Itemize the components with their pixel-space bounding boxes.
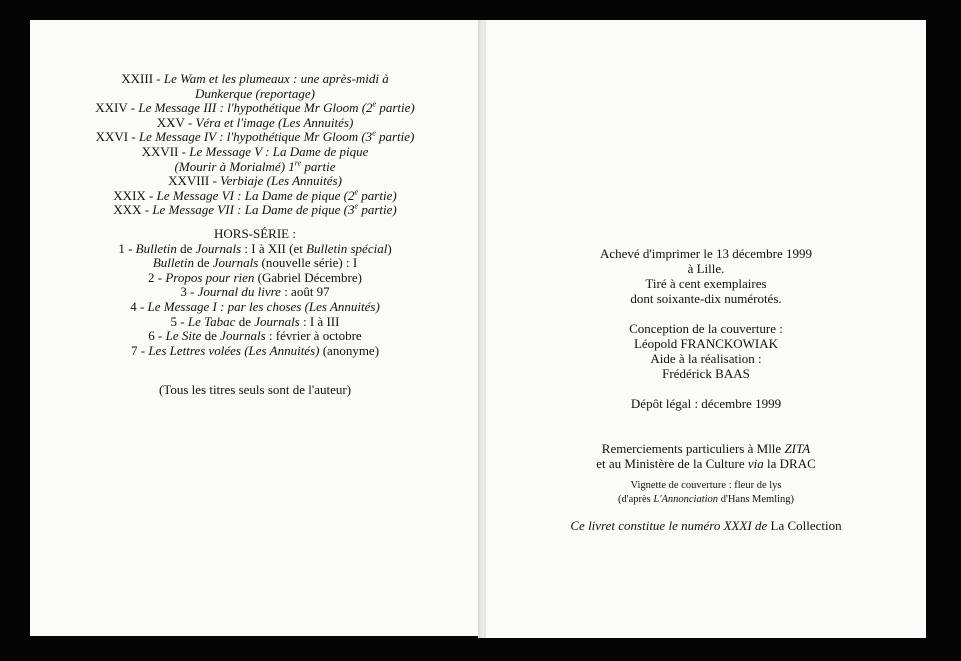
colophon	[486, 246, 926, 533]
cover-credit: Aide à la réalisation :	[650, 351, 762, 366]
print-line: Achevé d'imprimer le 13 décembre 1999	[599, 246, 813, 261]
list-entry: (Mourir à Morialmé) 1re partie	[174, 158, 336, 174]
list-entry: 6 - Le Site de Journals : février à octobre	[148, 328, 362, 344]
left-page	[30, 20, 480, 636]
thanks-line: et au Ministère de la Culture via la DRAC	[596, 456, 816, 471]
list-entry: 3 - Journal du livre : août 97	[180, 284, 330, 300]
cover-credit: Conception de la couverture :	[629, 321, 783, 336]
list-entry: XXX - Le Message VII : La Dame de pique (3e partie)	[113, 202, 397, 218]
list-entry: 1 - Bulletin de Journals : I à XII (et Bulletin spécial)	[118, 240, 392, 256]
list-entry: XXV - Véra et l'image (Les Annuités)	[156, 114, 354, 130]
print-line: Tiré à cent exemplaires	[645, 276, 767, 291]
right-page	[486, 20, 926, 638]
vignette-credit: Vignette de couverture : fleur de lys	[630, 480, 782, 491]
list-entry: 5 - Le Tabac de Journals : I à III	[170, 313, 340, 329]
legal-deposit: Dépôt légal : décembre 1999	[630, 396, 782, 411]
list-entry: Dunkerque (reportage)	[195, 85, 315, 101]
collection-line: Ce livret constitue le numéro XXXI de La Collection	[570, 518, 842, 533]
print-line: à Lille.	[687, 261, 725, 276]
list-entry: XXIV - Le Message III : l'hypothétique Mr Gloom (2e partie)	[95, 99, 415, 116]
thanks-line: Remerciements particuliers à Mlle ZITA	[601, 441, 811, 456]
list-entry: XXVI - Le Message IV : l'hypothétique Mr Gloom (3e partie)	[95, 129, 415, 145]
list-entry: 7 - Les Lettres volées (Les Annuités) (anonyme)	[130, 342, 380, 358]
hors-serie-heading: HORS-SÉRIE :	[214, 225, 296, 241]
author-note: (Tous les titres seuls sont de l'auteur)	[158, 382, 352, 398]
vignette-credit: (d'après L'Annonciation d'Hans Memling)	[617, 494, 795, 505]
cover-credit: Léopold FRANCKOWIAK	[633, 336, 779, 351]
list-entry: 2 - Propos pour rien (Gabriel Décembre)	[148, 269, 362, 285]
numbered-list	[30, 72, 480, 398]
list-entry: XXIII - Le Wam et les plumeaux : une après-midi à	[121, 71, 389, 86]
list-entry: 4 - Le Message I : par les choses (Les Annuités)	[130, 298, 380, 314]
print-line: dont soixante-dix numérotés.	[630, 291, 782, 306]
list-entry: XXVIII - Verbiaje (Les Annuités)	[168, 173, 342, 189]
list-entry: XXIX - Le Message VI : La Dame de pique (2e partie)	[113, 187, 397, 203]
list-entry: XXVII - Le Message V : La Dame de pique	[141, 143, 369, 159]
list-entry: Bulletin de Journals (nouvelle série) : I	[152, 255, 358, 271]
cover-credit: Frédérick BAAS	[662, 366, 750, 381]
